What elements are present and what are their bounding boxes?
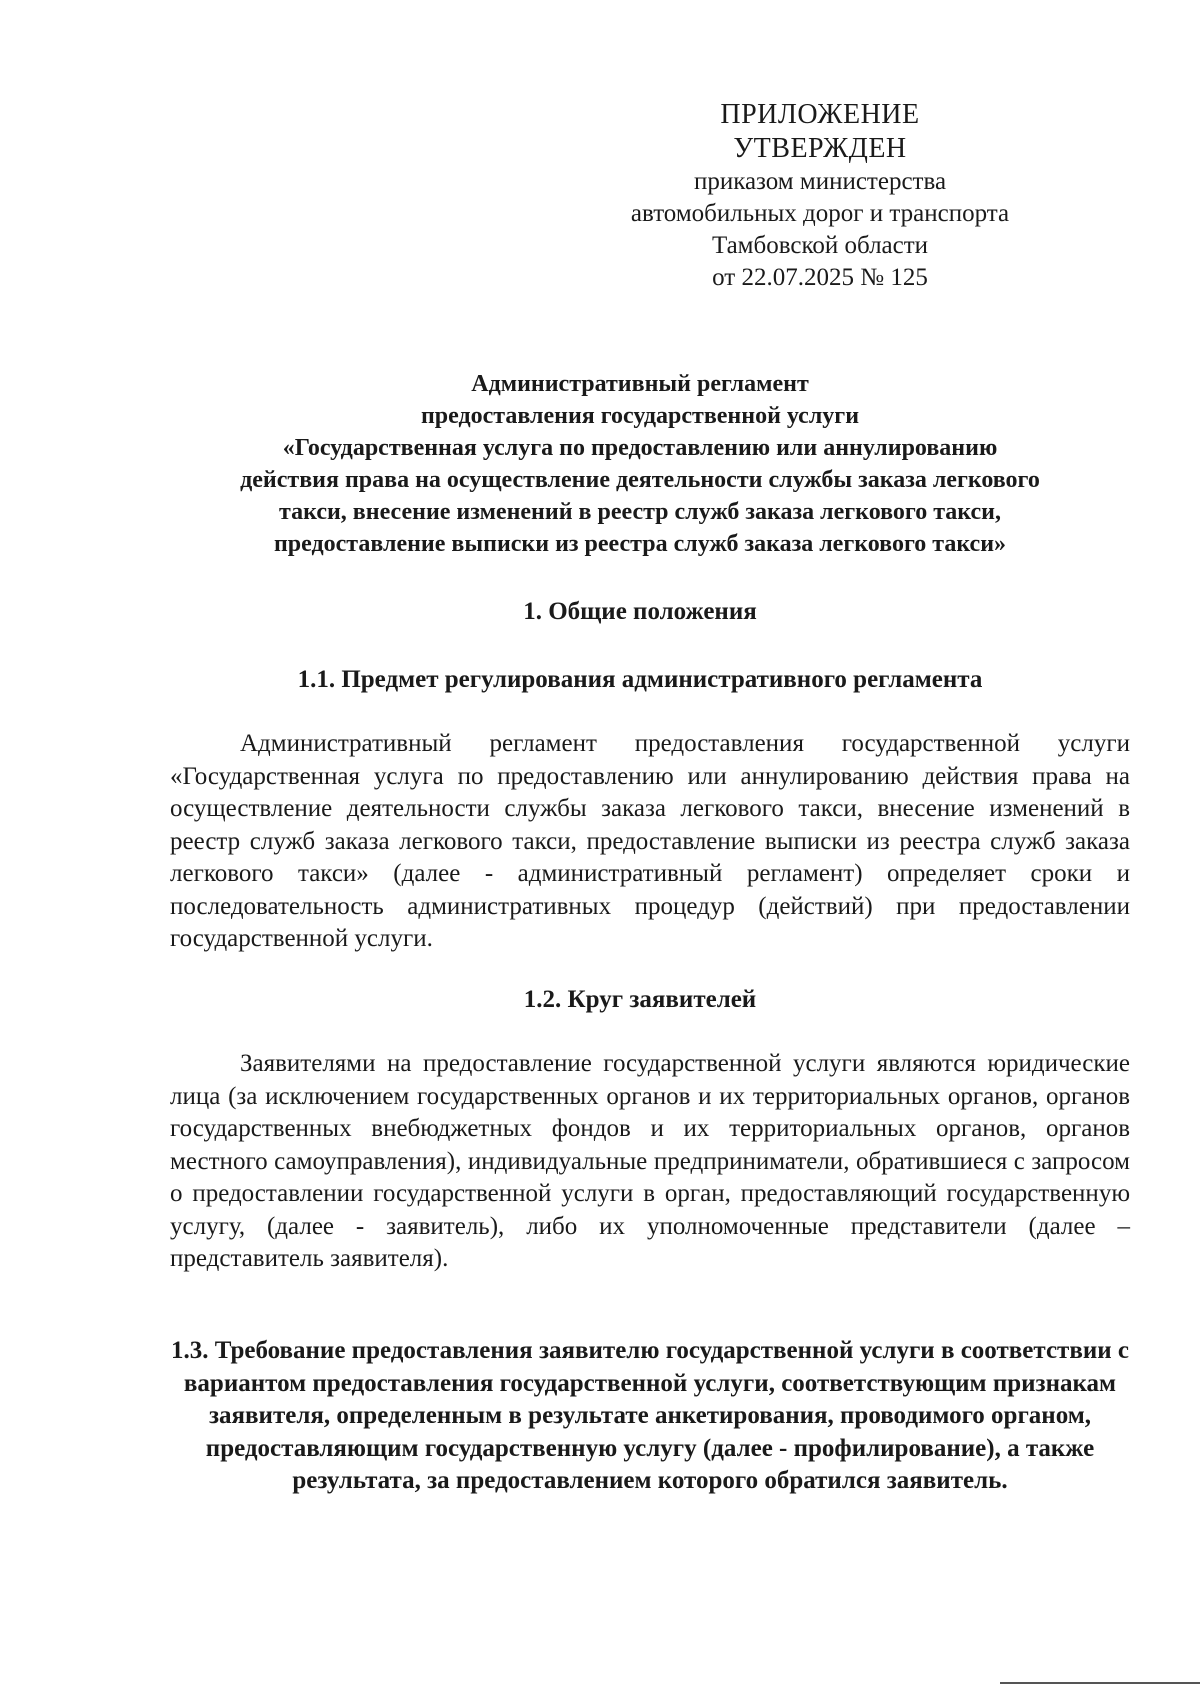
- section-1-1-text: Административный регламент предоставления государственной услуги «Государственная услуга по предоставлению или аннулированию действия права на осуществление деятельности службы заказа легкового такси, внесение изменений в реестр служб заказа легкового такси, предоставление выписки из реестра служб заказа легкового такси» (далее - административный регламент) определяет сроки и последовательность административных процедур (действий) при предоставлении государственной услуги.: [170, 730, 1130, 952]
- title-line-5: такси, внесение изменений в реестр служб заказа легкового такси,: [279, 499, 1001, 525]
- section-1-2-text: Заявителями на предоставление государственной услуги являются юридические лица (за исключением государственных органов и их территориальных органов, органов государственных внебюджетных фондов и их территориальных органов, органов местного самоуправления), индивидуальные предприниматели, обратившиеся с запросом о предоставлении государственной услуги в орган, предоставляющий государственную услугу, (далее - заявитель), либо их уполномоченные представители (далее – представитель заявителя).: [170, 1050, 1130, 1272]
- title-line-3: «Государственная услуга по предоставлению или аннулированию: [282, 435, 998, 461]
- approval-line-1: приказом министерства: [693, 168, 947, 195]
- footer-rule: [1000, 1682, 1200, 1684]
- title-line-6: предоставление выписки из реестра служб заказа легкового такси»: [273, 531, 1007, 557]
- annex-label: ПРИЛОЖЕНИЕ: [720, 99, 920, 130]
- approved-label: УТВЕРЖДЕН: [733, 133, 907, 164]
- approval-block: [560, 98, 1080, 294]
- title-line-1: Административный регламент: [471, 371, 809, 397]
- title-line-2: предоставления государственной услуги: [420, 403, 860, 429]
- approval-line-2: автомобильных дорог и транспорта: [630, 200, 1010, 227]
- approval-date-number: от 22.07.2025 № 125: [712, 264, 928, 291]
- section-1-3-heading: 1.3. Требование предоставления заявителю государственной услуги в соответствии с вариантом предоставления государственной услуги, соответствующим признакам заявителя, определенным в результате анкетирования, проводимого органом, предоставляющим государственную услугу (далее - профилирование), а также результата, за предоставлением которого обратился заявитель.: [171, 1337, 1129, 1494]
- section-1-2-heading: 1.2. Круг заявителей: [523, 986, 757, 1013]
- section-1-heading: 1. Общие положения: [523, 598, 757, 625]
- approval-line-3: Тамбовской области: [711, 232, 929, 259]
- document-title: [150, 368, 1130, 560]
- title-line-4: действия права на осуществление деятельности службы заказа легкового: [240, 467, 1040, 493]
- section-1-1-heading: 1.1. Предмет регулирования административного регламента: [297, 666, 983, 693]
